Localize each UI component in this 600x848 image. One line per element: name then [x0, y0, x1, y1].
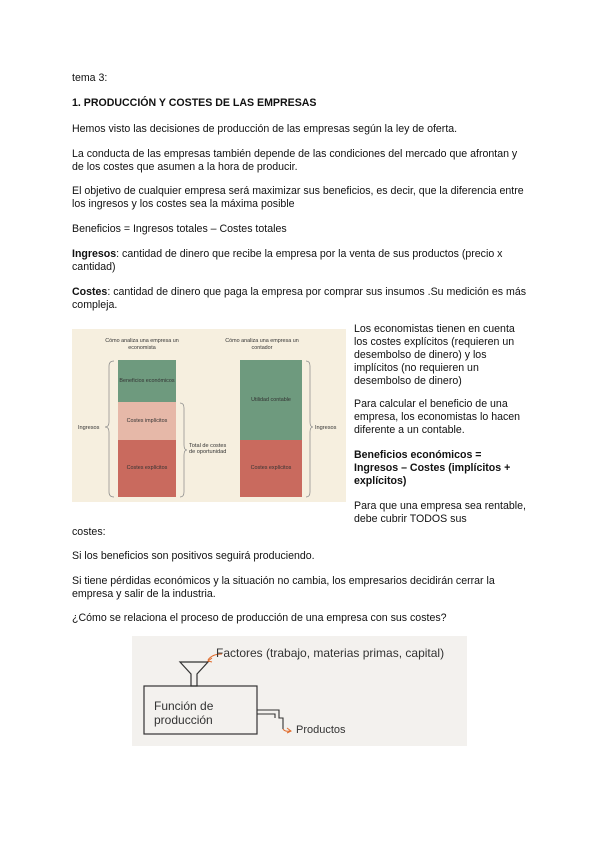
paragraph-costes-continuation: costes: — [72, 526, 106, 538]
ingresos-definition: : cantidad de dinero que recibe la empresa por la venta de sus productos (precio x cantidad) — [72, 248, 503, 273]
production-function-box-label: Función de producción — [154, 699, 214, 727]
paragraph-2: La conducta de las empresas también depende de las condiciones del mercado que afrontan y de los costes que asumen a la hora de producir. — [72, 148, 518, 173]
label-ingresos-left: Ingresos — [78, 425, 100, 431]
products-label: Productos — [296, 724, 346, 736]
ingresos-term: Ingresos — [72, 248, 117, 260]
bar-economic-benefits: Beneficios económicos — [118, 360, 176, 402]
paragraph-1: Hemos visto las decisiones de producción de las empresas según la ley de oferta. — [72, 123, 458, 135]
bar-accounting-explicit-costs: Costes explícitos — [240, 440, 302, 497]
section-title: 1. PRODUCCIÓN Y COSTES DE LAS EMPRESAS — [72, 97, 317, 109]
col2-title: Cómo analiza una empresa un contador — [225, 338, 299, 351]
paragraph-4: Beneficios = Ingresos totales – Costes totales — [72, 223, 287, 235]
factors-label: Factores (trabajo, materias primas, capital) — [216, 646, 445, 660]
label-ingresos-right: Ingresos — [315, 425, 337, 431]
costes-definition: : cantidad de dinero que paga la empresa por comprar sus insumos .Su medición es más compleja. — [72, 286, 527, 311]
costes-paragraph — [72, 286, 528, 312]
paragraph-losses: Si tiene pérdidas económicos y la situación no cambia, los empresarios decidirán cerrar la empresa y salir de la industria. — [72, 575, 495, 600]
bar-accounting-profit: Utilidad contable — [240, 360, 302, 440]
paragraph-question: ¿Cómo se relaciona el proceso de producción de una empresa con sus costes? — [72, 612, 447, 624]
production-function-figure — [132, 636, 467, 746]
paragraph-3: El objetivo de cualquier empresa será maximizar sus beneficios, es decir, que la diferencia entre los ingresos y los costes sea la máxima posible — [72, 185, 524, 210]
ingresos-paragraph — [72, 248, 528, 274]
economist-vs-accountant-figure — [72, 329, 346, 502]
side-text-4: Para que una empresa sea rentable, debe cubrir TODOS sus — [354, 500, 526, 525]
figure-brackets — [72, 329, 346, 502]
costes-term: Costes — [72, 286, 108, 298]
side-text-1: Los economistas tienen en cuenta los costes explícitos (requieren un desembolso de dinero) y los implícitos (no requieren un desembolso de dinero) — [354, 323, 515, 387]
pre-heading: tema 3: — [72, 72, 108, 84]
bar-explicit-costs: Costes explícitos — [118, 440, 176, 497]
side-text-2: Para calcular el beneficio de una empresa, los economistas lo hacen diferente a un contable. — [354, 398, 521, 436]
label-opportunity-cost: Total de costes de oportunidad — [189, 443, 227, 455]
col1-title: Cómo analiza una empresa un economista — [105, 338, 179, 351]
bar-implicit-costs: Costes implícitos — [118, 402, 176, 440]
side-text-3: Beneficios económicos = Ingresos – Costes (implícitos + explícitos) — [354, 449, 511, 487]
paragraph-positive-benefits: Si los beneficios son positivos seguirá produciendo. — [72, 550, 315, 562]
